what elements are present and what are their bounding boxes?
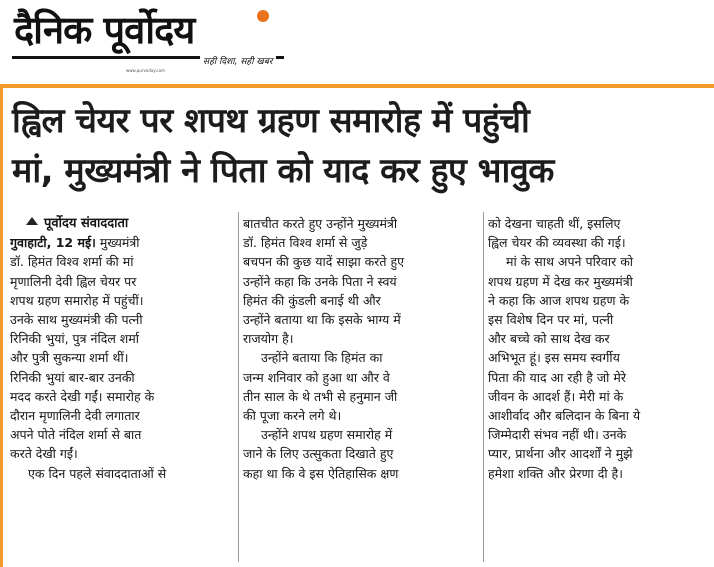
col1-line: और पुत्री सुकन्या शर्मा थीं। [10,350,129,366]
col3-line: मां के साथ अपने परिवार को [506,254,634,270]
byline [10,214,236,233]
column-divider-2 [483,212,484,562]
article-column-3 [488,214,710,483]
col3-line: और बच्चे को साथ देख कर [488,331,610,347]
col2-line: उन्होंने शपथ ग्रहण समारोह में [261,427,393,443]
col2-line: तीन साल के थे तभी से हनुमान जी [243,388,398,404]
col3-line: आशीर्वाद और बलिदान के बिना ये [488,408,641,424]
col1-line: डॉ. हिमंत विश्व शर्मा की मां [10,254,134,270]
col3-line: पिता की याद आ रही है जो मेरे [488,369,626,385]
headline [12,96,712,196]
orange-left-rule [0,88,3,567]
logo-dot-icon [257,10,269,22]
dateline-line [10,233,236,252]
col2-line: हिमंत की कुंडली बनाई थी और [243,292,381,308]
col2-line: डॉ. हिमंत विश्व शर्मा से जुड़े [243,235,368,251]
masthead [0,0,714,84]
col2-line: जाने के लिए उत्सुकता दिखाते हुए [243,446,394,462]
col2-line: उन्होंने बताया था कि इसके भाग्य में [243,312,401,328]
article-column-1 [10,214,236,483]
col3-line: इस विशेष दिन पर मां, पत्नी [488,312,614,328]
newspaper-logo: दैनिक पूर्वोदय [14,8,195,52]
col1-line: रिनिकी भुयां, पुत्र नंदिल शर्मा [10,331,140,347]
col1-line: करते देखी गईं। [10,446,78,462]
col2-line: की पूजा करने लगे थे। [243,408,342,424]
col2-line: बचपन की कुछ यादें साझा करते हुए [243,254,405,270]
col3-line: जिम्मेदारी संभव नहीं थी। उनके [488,427,627,443]
col3-line: को देखना चाहती थीं, इसलिए [488,216,621,231]
byline-text: पूर्वोदय संवाददाता [44,216,129,231]
headline-line-2: मां, मुख्यमंत्री ने पिता को याद कर हुए भावुक [12,151,554,191]
col2-line: कहा था कि वे इस ऐतिहासिक क्षण [243,465,399,481]
col2-line: बातचीत करते हुए उन्होंने मुख्यमंत्री [243,216,398,231]
col1-line: अपने पोते नंदिल शर्मा से बात [10,427,142,443]
orange-top-rule [0,84,714,88]
col1-line: मृणालिनी देवी ह्विल चेयर पर [10,273,137,289]
col2-line: उन्होंने कहा कि उनके पिता ने स्वयं [243,273,397,289]
col1-line: शपथ ग्रहण समारोह में पहुंचीं। [10,292,144,308]
dateline: गुवाहाटी, 12 मई। [10,235,96,251]
masthead-small-text: www.purvoday.com [126,68,165,73]
col3-line: हमेशा शक्ति और प्रेरणा दी है। [488,465,623,481]
col1-line: मदद करते देखी गईं। समारोह के [10,388,155,404]
article-column-2 [243,214,479,483]
col1-line: दौरान मृणालिनी देवी लगातार [10,408,140,424]
headline-line-1: ह्विल चेयर पर शपथ ग्रहण समारोह में पहुंची [12,101,530,141]
col3-line: अभिभूत हूं। इस समय स्वर्गीय [488,350,620,366]
byline-triangle-icon [26,217,38,225]
col1-line: रिनिकी भुयां बार-बार उनकी [10,369,135,385]
tagline: सही दिशा, सही खबर [200,54,276,67]
col3-line: ने कहा कि आज शपथ ग्रहण के [488,292,630,308]
col1-line: एक दिन पहले संवाददाताओं से [28,465,167,481]
col1-line: उनके साथ मुख्यमंत्री की पत्नी [10,312,143,328]
col2-line: जन्म शनिवार को हुआ था और वे [243,369,390,385]
col2-line: उन्होंने बताया कि हिमंत का [261,350,383,366]
column-divider-1 [238,212,239,562]
col3-line: जीवन के आदर्श हैं। मेरी मां के [488,388,624,404]
col3-line: ह्विल चेयर की व्यवस्था की गई। [488,235,626,251]
col3-line: प्यार, प्रार्थना और आदर्शों ने मुझे [488,446,633,462]
col3-line: शपथ ग्रहण में देख कर मुख्यमंत्री [488,273,633,289]
col2-line: राजयोग है। [243,331,294,347]
col1-line: मुख्यमंत्री [99,235,140,251]
